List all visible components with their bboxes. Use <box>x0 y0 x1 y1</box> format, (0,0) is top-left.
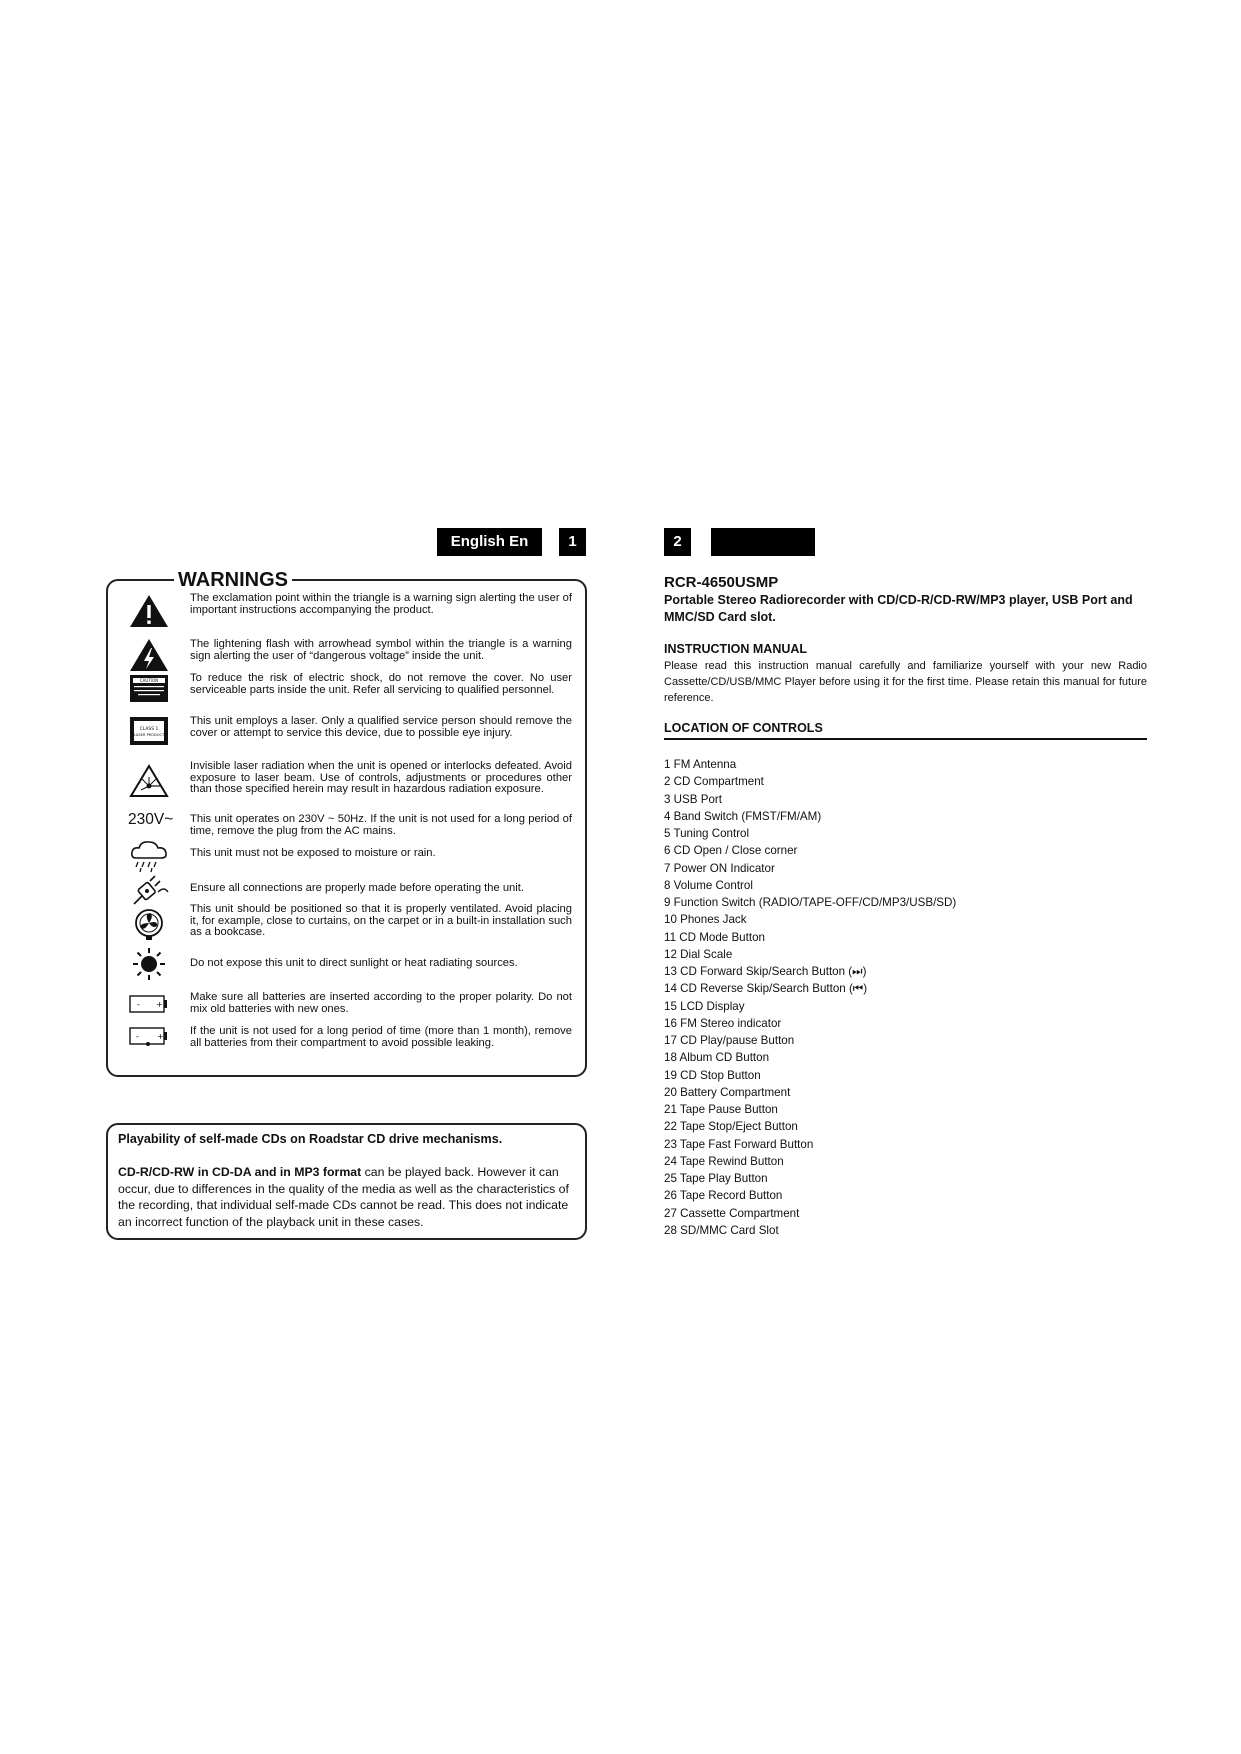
tab-gap <box>542 528 559 556</box>
list-item: 1 FM Antenna <box>664 758 737 771</box>
language-tab: English En <box>437 528 542 556</box>
list-item: 27 Cassette Compartment <box>664 1206 800 1220</box>
laser-radiation-triangle-icon <box>128 763 170 799</box>
list-item: 6 CD Open / Close corner <box>664 844 798 858</box>
caution-label-text: CAUTION <box>139 678 159 683</box>
svg-text:LASER PRODUCT: LASER PRODUCT <box>133 733 165 737</box>
list-item: 13 CD Forward Skip/Search Button (⏭) <box>664 965 867 978</box>
blank-header-tab <box>711 528 815 556</box>
list-item: 4 Band Switch (FMST/FM/AM) <box>664 809 822 823</box>
lightning-triangle-icon <box>128 637 170 673</box>
exclamation-triangle-icon <box>128 593 170 629</box>
warning-text: Make sure all batteries are inserted according to the proper polarity. Do not mix old batteries with new ones. <box>190 991 572 1015</box>
list-item: 22 Tape Stop/Eject Button <box>664 1120 798 1134</box>
warnings-title: WARNINGS <box>174 568 292 592</box>
list-item: 25 Tape Play Button <box>664 1172 768 1185</box>
list-item: 3 USB Port <box>664 792 722 806</box>
left-page-number: 1 <box>559 528 586 556</box>
list-item: 19 CD Stop Button <box>664 1068 761 1082</box>
warning-text: This unit must not be exposed to moisture or rain. <box>190 847 436 859</box>
list-item: 14 CD Reverse Skip/Search Button (⏮) <box>664 982 868 996</box>
list-item: 24 Tape Rewind Button <box>664 1154 784 1168</box>
svg-text:+: + <box>156 1000 163 1009</box>
model-number: RCR-4650USMP <box>664 574 779 591</box>
list-item: 5 Tuning Control <box>664 827 750 840</box>
list-item: 21 Tape Pause Button <box>664 1103 778 1116</box>
svg-text:CLASS 1: CLASS 1 <box>139 727 159 732</box>
warning-text: If the unit is not used for a long period of time (more than 1 month), remove all batteries from their compartment to avoid possible leaking. <box>190 1025 572 1049</box>
fan-ventilation-icon <box>128 906 170 942</box>
list-item: 11 CD Mode Button <box>664 930 765 944</box>
playability-body: can be played back. However it can occur, due to differences in the quality of the media as well as the characteristics of the recording, that individual self-made CDs cannot be read. This does not indicate an incorrect function of the playback unit in these cases. <box>118 1165 569 1229</box>
battery-remove-icon <box>128 1018 170 1054</box>
warning-text: The exclamation point within the triangle is a warning sign alerting the user of important instructions accompanying the product. <box>190 592 572 616</box>
warning-text: This unit should be positioned so that it is properly ventilated. Avoid placing it, for example, close to curtains, on the carpet or in a built-in installation such as a bookcase. <box>190 903 572 938</box>
list-item: 17 CD Play/pause Button <box>664 1034 795 1047</box>
heading-rule <box>664 738 1147 740</box>
plug-icon <box>128 872 170 908</box>
warning-text: To reduce the risk of electric shock, do not remove the cover. No user serviceable parts inside the unit. Refer all servicing to qualified personnel. <box>190 672 572 696</box>
list-item: 28 SD/MMC Card Slot <box>664 1223 779 1237</box>
list-item: 12 Dial Scale <box>664 947 733 961</box>
location-of-controls-heading: LOCATION OF CONTROLS <box>664 721 823 735</box>
rain-cloud-icon <box>128 838 170 874</box>
voltage-label: 230V~ <box>128 811 174 828</box>
warning-text: Do not expose this unit to direct sunlight or heat radiating sources. <box>190 957 518 969</box>
right-page-number: 2 <box>664 528 691 556</box>
list-item: 23 Tape Fast Forward Button <box>664 1137 814 1151</box>
warning-text: Ensure all connections are properly made before operating the unit. <box>190 882 524 894</box>
list-item: 15 LCD Display <box>664 999 745 1013</box>
controls-list <box>664 756 956 1239</box>
list-item: 26 Tape Record Button <box>664 1189 783 1203</box>
instruction-manual-text: Please read this instruction manual carefully and familiarize yourself with your new Radio Cassette/CD/USB/MMC Player before using it for the first time. Please retain this manual for future reference. <box>664 660 1147 704</box>
svg-text:+: + <box>157 1032 164 1041</box>
list-item: 7 Power ON Indicator <box>664 861 775 875</box>
svg-text:-: - <box>136 1032 139 1041</box>
playability-bold-lead: CD-R/CD-RW in CD-DA and in MP3 format <box>118 1165 362 1179</box>
battery-icon <box>128 986 170 1022</box>
sun-icon <box>128 946 170 982</box>
list-item: 8 Volume Control <box>664 878 753 892</box>
caution-label-icon <box>128 671 170 707</box>
warning-text: This unit employs a laser. Only a qualified service person should remove the cover or attempt to service this device, due to possible eye injury. <box>190 715 572 739</box>
warning-text: The lightening flash with arrowhead symbol within the triangle is a warning sign alerting the user of “dangerous voltage” inside the unit. <box>190 638 572 662</box>
class1-laser-label-icon <box>128 713 170 749</box>
list-item: 18 Album CD Button <box>664 1051 770 1065</box>
list-item: 20 Battery Compartment <box>664 1085 791 1099</box>
playability-text <box>118 1164 574 1230</box>
list-item: 2 CD Compartment <box>664 775 764 789</box>
list-item: 16 FM Stereo indicator <box>664 1016 782 1030</box>
list-item: 9 Function Switch (RADIO/TAPE-OFF/CD/MP3/USB/SD) <box>664 896 957 909</box>
instruction-manual-heading: INSTRUCTION MANUAL <box>664 642 808 656</box>
warning-text: Invisible laser radiation when the unit is opened or interlocks defeated. Avoid exposure to laser beam. Use of controls, adjustments or procedures other than those specified herein may result in hazardous radiation exposure. <box>190 760 572 795</box>
playability-title: Playability of self-made CDs on Roadstar CD drive mechanisms. <box>118 1132 503 1146</box>
product-subtitle: Portable Stereo Radiorecorder with CD/CD-R/CD-RW/MP3 player, USB Port and MMC/SD Card slot. <box>664 593 1133 624</box>
warning-text: This unit operates on 230V ~ 50Hz. If the unit is not used for a long period of time, remove the plug from the AC mains. <box>190 813 572 837</box>
list-item: 10 Phones Jack <box>664 913 747 927</box>
svg-text:-: - <box>137 1000 140 1009</box>
